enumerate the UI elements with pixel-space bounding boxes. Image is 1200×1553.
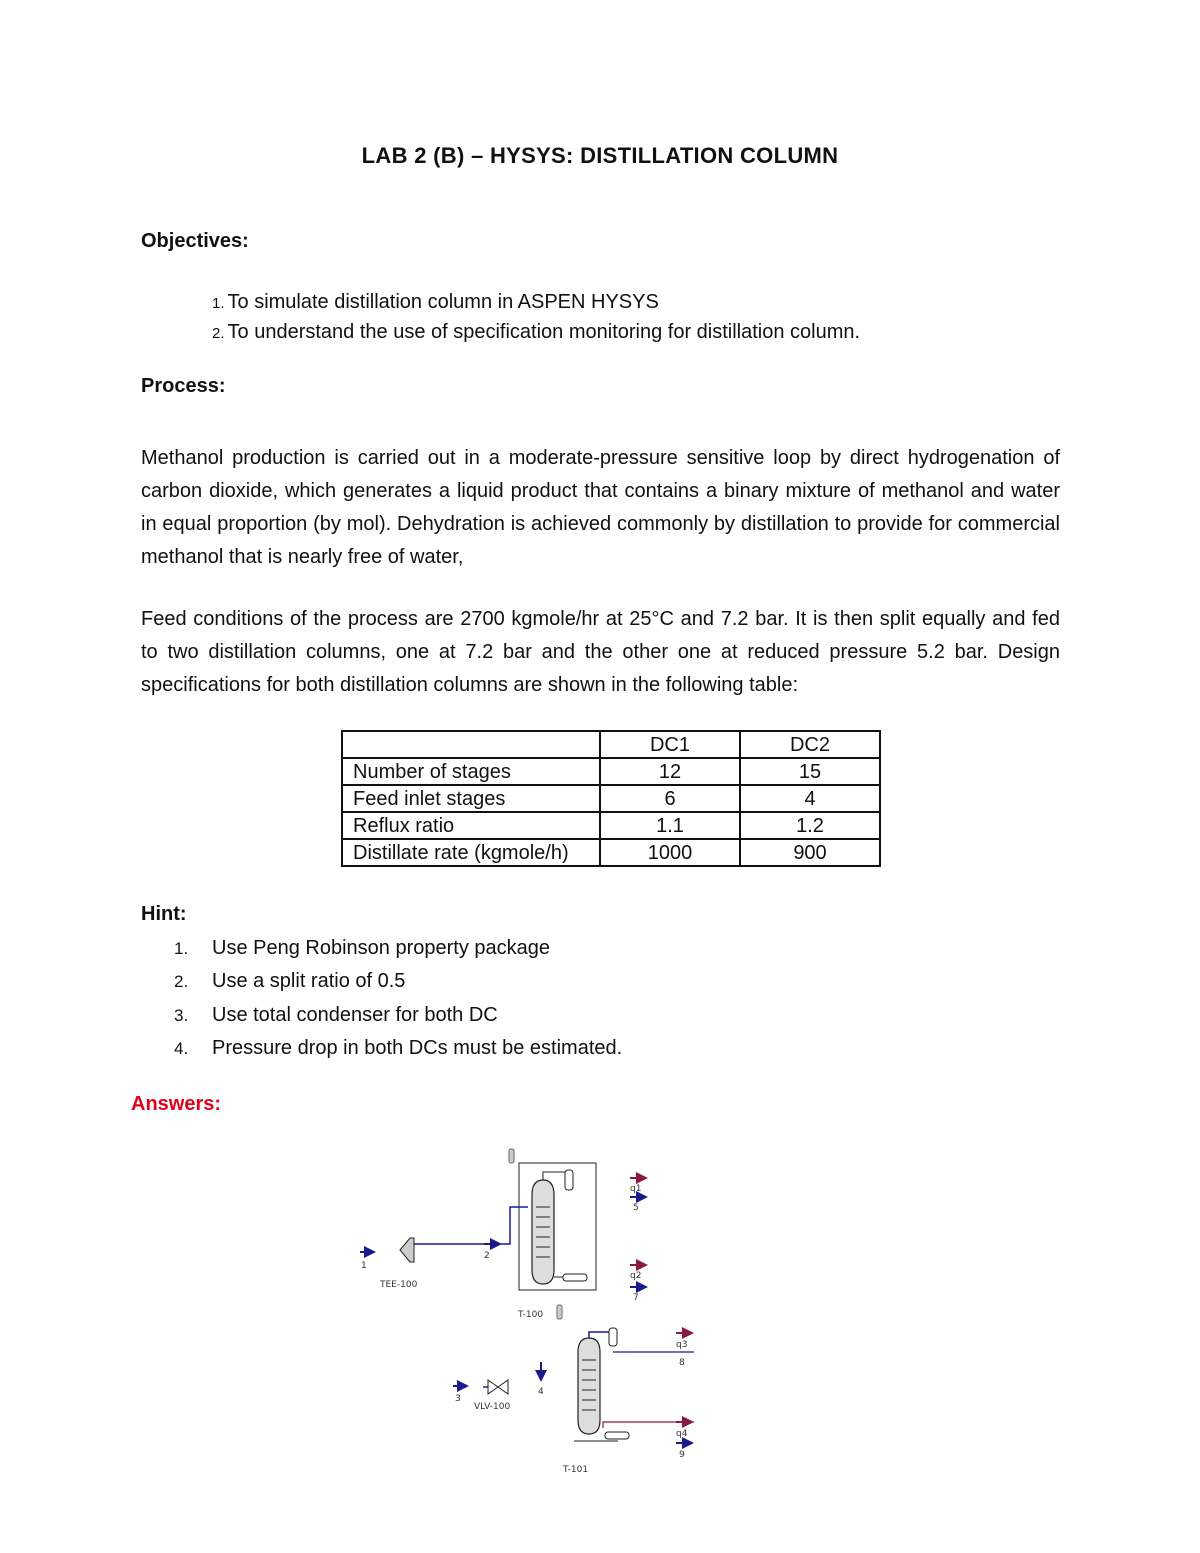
t101-label: T-101 xyxy=(563,1465,589,1475)
list-number: 4. xyxy=(174,1038,189,1058)
stream-2-line xyxy=(414,1207,528,1244)
tee-100-label: TEE-100 xyxy=(380,1280,418,1290)
distillation-column-t100[interactable] xyxy=(509,1149,596,1319)
page-title: LAB 2 (B) – HYSYS: DISTILLATION COLUMN xyxy=(361,143,839,168)
table-cell-dc2: 1.2 xyxy=(740,812,880,839)
process-heading: Process: xyxy=(141,375,226,397)
objectives-list xyxy=(212,288,860,348)
table-row xyxy=(342,758,880,785)
table-cell-dc1: 1000 xyxy=(600,839,740,866)
table-cell-dc1: 1.1 xyxy=(600,812,740,839)
table-cell-label: Feed inlet stages xyxy=(342,785,600,812)
list-text: To simulate distillation column in ASPEN HYSYS xyxy=(227,291,659,313)
list-text: Use Peng Robinson property package xyxy=(212,937,550,959)
table-cell-dc1: 12 xyxy=(600,758,740,785)
list-item xyxy=(174,965,622,998)
objectives-heading: Objectives: xyxy=(141,230,249,252)
hint-heading: Hint: xyxy=(141,903,187,925)
list-text: Use total condenser for both DC xyxy=(212,1003,498,1026)
table-cell-dc2: 4 xyxy=(740,785,880,812)
list-text: Use a split ratio of 0.5 xyxy=(212,970,406,993)
list-item xyxy=(174,1032,622,1065)
list-text: To understand the use of specification monitoring for distillation column. xyxy=(227,321,861,343)
table-cell-label: Number of stages xyxy=(342,758,600,785)
valve-icon[interactable] xyxy=(483,1380,508,1394)
list-number: 1. xyxy=(174,939,189,958)
stream-7-label: 7 xyxy=(633,1293,639,1303)
stream-5-label: 5 xyxy=(633,1203,639,1213)
stream-8-label: 8 xyxy=(679,1358,685,1368)
table-cell-dc2: 15 xyxy=(740,758,880,785)
list-item xyxy=(174,999,622,1032)
stream-3-label: 3 xyxy=(455,1394,461,1404)
table-cell-label: Reflux ratio xyxy=(342,812,600,839)
stream-1-label: 1 xyxy=(361,1261,367,1271)
stream-9-label: 9 xyxy=(679,1450,685,1460)
stream-4-label: 4 xyxy=(538,1387,544,1397)
list-item xyxy=(174,932,622,965)
table-header-cell xyxy=(342,731,600,758)
process-paragraph-2: Feed conditions of the process are 2700 kgmole/hr at 25°C and 7.2 bar. It is then split equally and fed to two distillation columns, one at 7.2 bar and the other one at reduced pressure 5.2 bar. Design specifications for both distillation columns are shown in the following table: xyxy=(141,608,1060,696)
q1-label: q1 xyxy=(630,1184,642,1194)
table-header-cell: DC2 xyxy=(740,731,880,758)
q4-label: q4 xyxy=(676,1429,688,1439)
list-text: Pressure drop in both DCs must be estimated. xyxy=(212,1036,623,1059)
hint-list xyxy=(174,932,622,1065)
table-cell-dc2: 900 xyxy=(740,839,880,866)
t100-label: T-100 xyxy=(518,1310,544,1320)
valve-label: VLV-100 xyxy=(474,1402,511,1412)
list-item xyxy=(212,288,860,318)
table-row xyxy=(342,812,880,839)
design-spec-table xyxy=(341,730,881,867)
q3-label: q3 xyxy=(676,1340,688,1350)
list-number: 1. xyxy=(212,295,225,312)
table-header-row xyxy=(342,731,880,758)
answers-heading: Answers: xyxy=(131,1093,222,1115)
q2-label: q2 xyxy=(630,1271,642,1281)
list-number: 2. xyxy=(212,325,225,342)
tee-100-icon[interactable] xyxy=(400,1238,414,1262)
process-paragraph-1: Methanol production is carried out in a moderate-pressure sensitive loop by direct hydrogenation of carbon dioxide, which generates a liquid product that contains a binary mixture of methanol and water in equal proportion (by mol). Dehydration is achieved commonly by distillation to provide for commercial methanol that is nearly free of water, xyxy=(141,447,1060,568)
list-number: 3. xyxy=(174,1005,189,1025)
process-flow-diagram xyxy=(340,1140,710,1480)
table-cell-label: Distillate rate (kgmole/h) xyxy=(342,839,600,866)
distillation-column-t101[interactable] xyxy=(574,1328,629,1441)
table-row xyxy=(342,785,880,812)
list-number: 2. xyxy=(174,972,189,992)
stream-2-label: 2 xyxy=(484,1251,490,1261)
table-row xyxy=(342,839,880,866)
table-header-cell: DC1 xyxy=(600,731,740,758)
table-cell-dc1: 6 xyxy=(600,785,740,812)
list-item xyxy=(212,318,860,348)
